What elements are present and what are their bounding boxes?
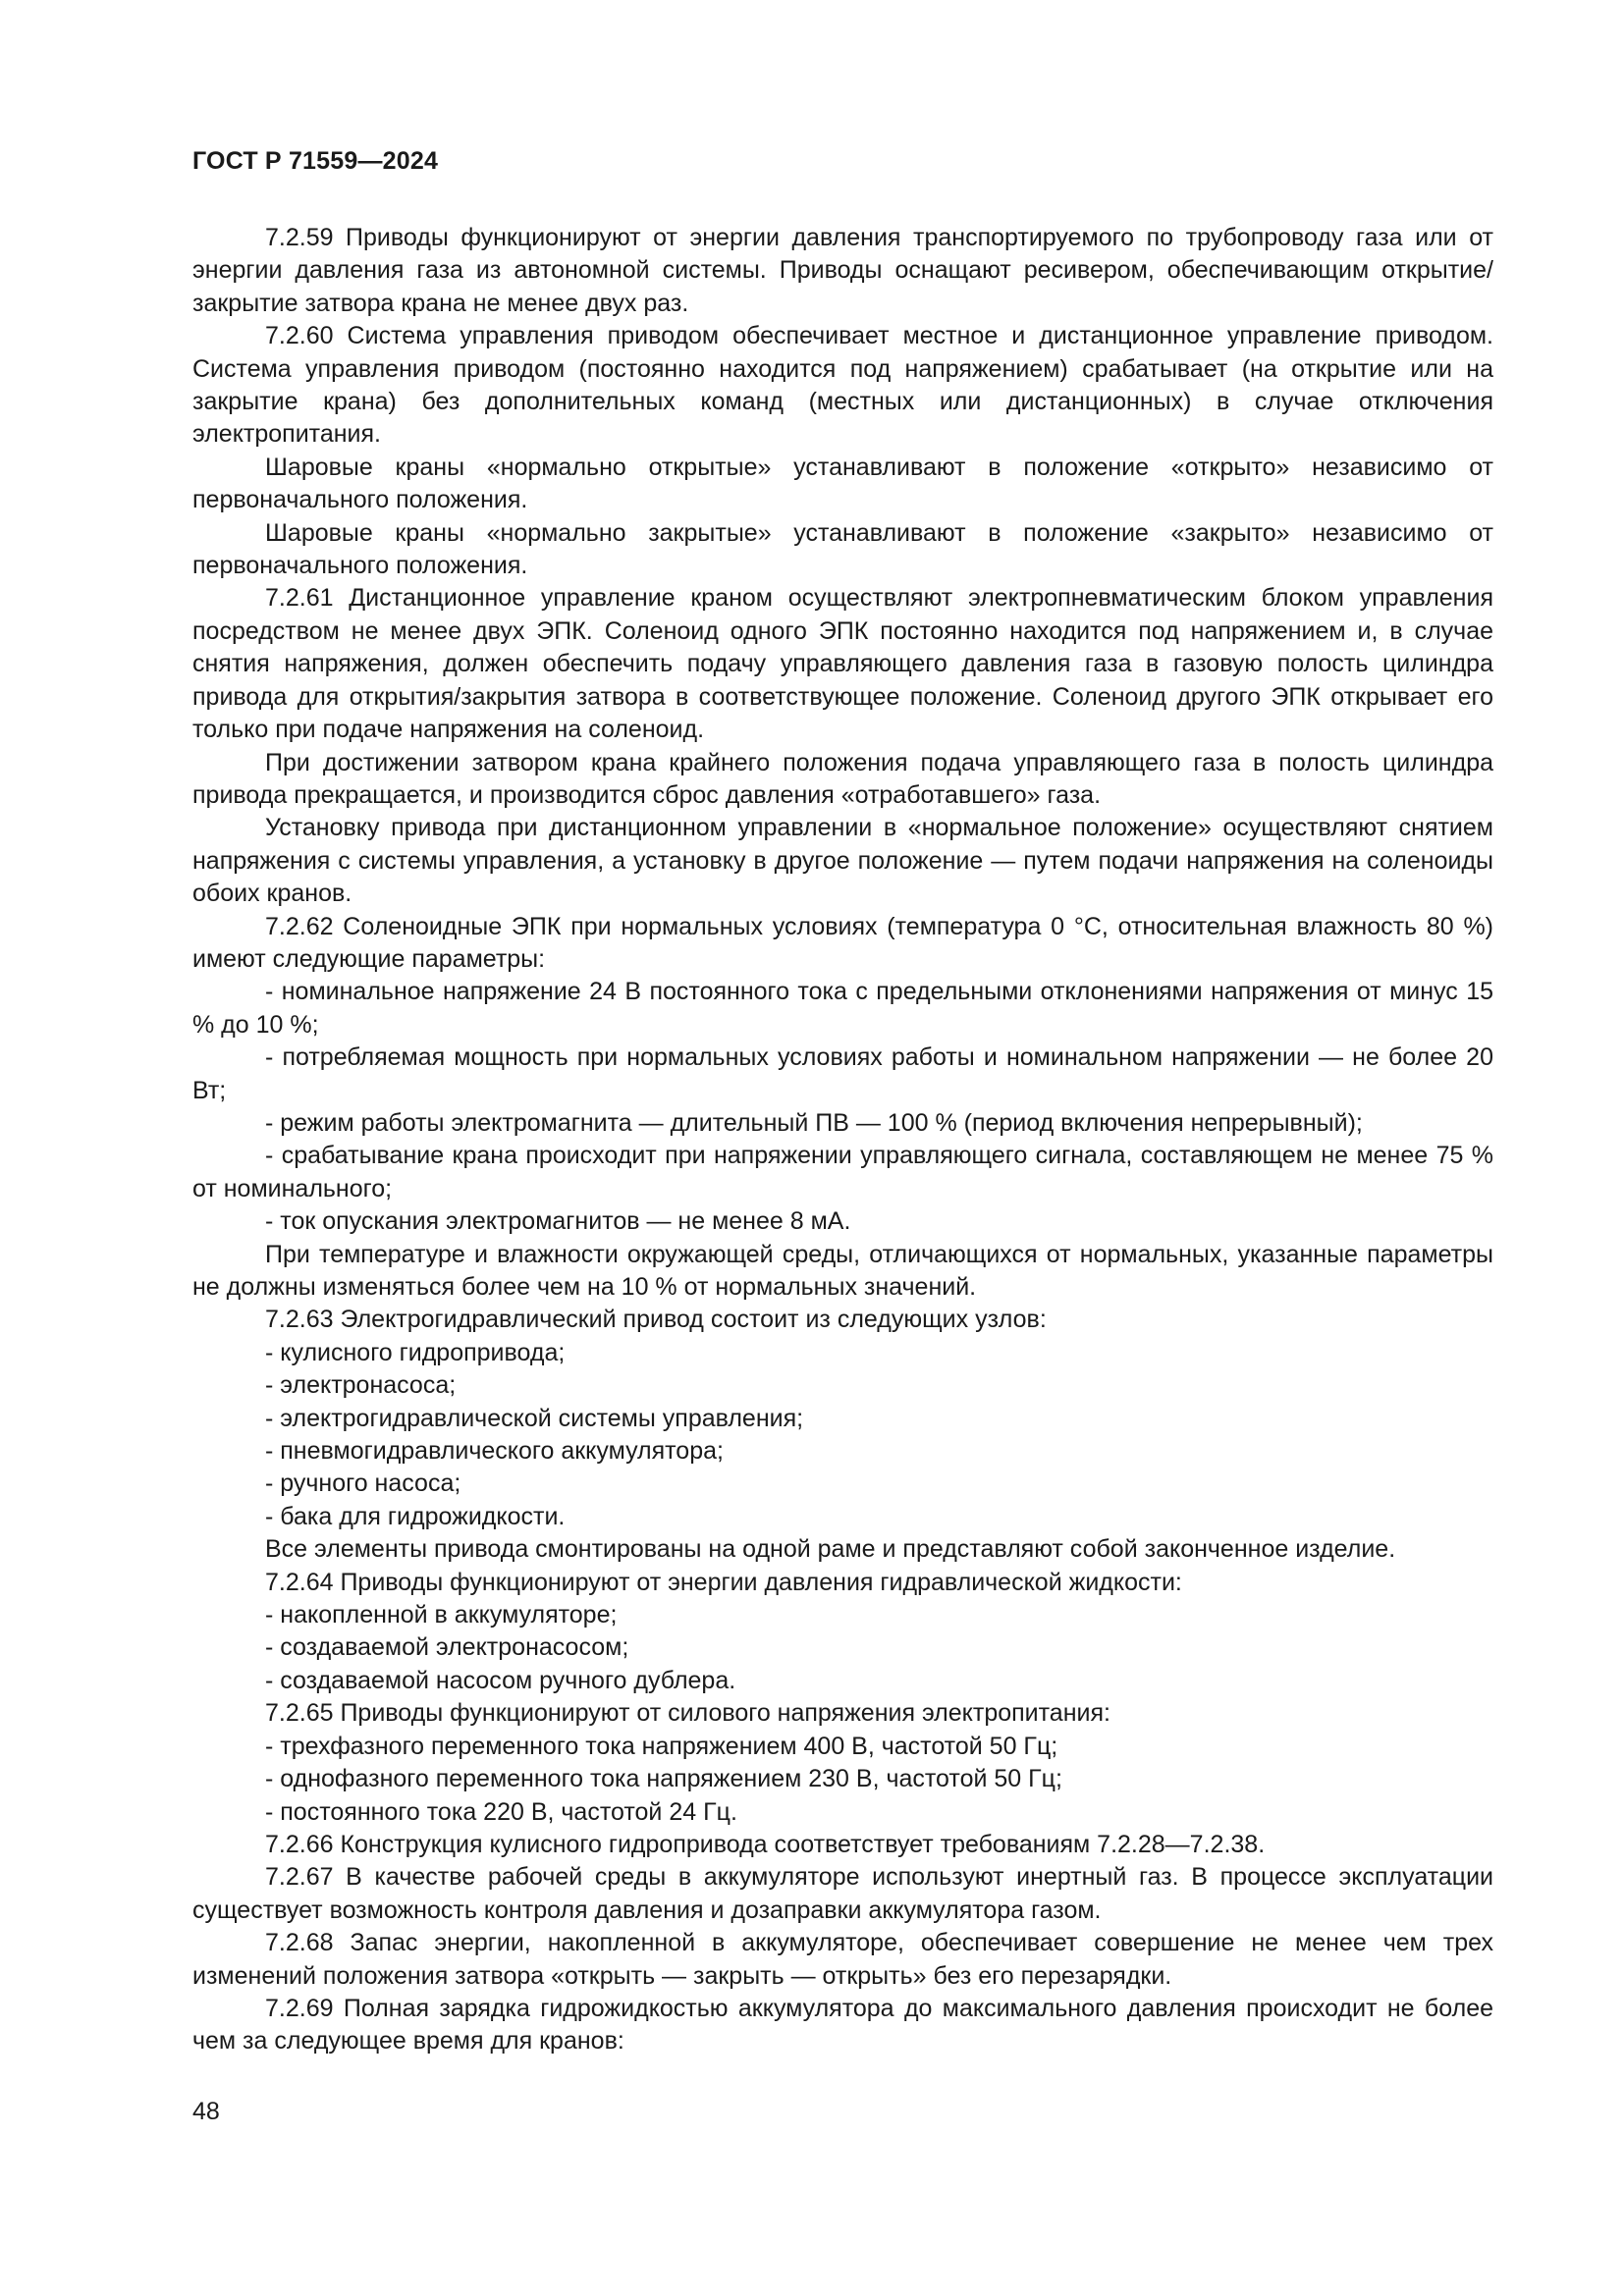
list-item: - электронасоса;	[265, 1371, 457, 1400]
list-item: - режим работы электромагнита — длительный ПВ — 100 % (период включения непрерывный);	[265, 1108, 1363, 1137]
paragraph-7-2-65: 7.2.65 Приводы функционируют от силового напряжения электропитания:	[265, 1699, 1110, 1728]
list-item: - постоянного тока 220 В, частотой 24 Гц.	[265, 1797, 737, 1826]
paragraph-7-2-59: 7.2.59 Приводы функционируют от энергии давления транспортируемого по трубопроводу газа или от энергии давления газа из автономной системы. Приводы оснащают ресивером, обеспечивающим открытие/закрытие затвора крана не менее двух раз.	[192, 224, 1493, 317]
list-item: - трехфазного переменного тока напряжением 400 В, частотой 50 Гц;	[265, 1732, 1058, 1760]
paragraph-7-2-61: 7.2.61 Дистанционное управление краном осуществляют электропневматическим блоком управления посредством не менее двух ЭПК. Соленоид одного ЭПК постоянно находится под напряжением и, в случае снятия напряжения, должен обеспечить подачу управляющего давления газа в газовую полость цилиндра привода для открытия/закрытия затвора в соответствующее положение. Соленоид другого ЭПК открывает его только при подаче напряжения на соленоид.	[192, 584, 1493, 744]
document-body	[192, 222, 1493, 2058]
paragraph: Установку привода при дистанционном управлении в «нормальное положение» осуществляют снятием напряжения с системы управления, а установку в другое положение — путем подачи напряжения на соленоиды обоих кранов.	[192, 814, 1493, 908]
list-item: - бака для гидрожидкости.	[265, 1502, 566, 1530]
paragraph: Все элементы привода смонтированы на одной раме и представляют собой законченное изделие.	[265, 1535, 1396, 1564]
list-item: - однофазного переменного тока напряжением 230 В, частотой 50 Гц;	[265, 1765, 1062, 1793]
paragraph-7-2-62: 7.2.62 Соленоидные ЭПК при нормальных условиях (температура 0 °С, относительная влажность 80 %) имеют следующие параметры:	[192, 912, 1493, 973]
page-number: 48	[192, 2098, 220, 2125]
paragraph: При достижении затвором крана крайнего положения подача управляющего газа в полость цилиндра привода прекращается, и производится сброс давления «отработавшего» газа.	[192, 748, 1493, 809]
paragraph-7-2-63: 7.2.63 Электрогидравлический привод состоит из следующих узлов:	[265, 1306, 1047, 1334]
list-item: - потребляемая мощность при нормальных условиях работы и номинальном напряжении — не более 20 Вт;	[192, 1043, 1493, 1104]
list-item: - создаваемой электронасосом;	[265, 1633, 629, 1662]
paragraph-7-2-69: 7.2.69 Полная зарядка гидрожидкостью аккумулятора до максимального давления происходит не более чем за следующее время для кранов:	[192, 1994, 1493, 2056]
list-item: - электрогидравлической системы управления;	[265, 1404, 804, 1432]
list-item: - кулисного гидропривода;	[265, 1338, 566, 1366]
list-item: - срабатывание крана происходит при напряжении управляющего сигнала, составляющем не менее 75 % от номинального;	[192, 1142, 1493, 1202]
paragraph-7-2-60: 7.2.60 Система управления приводом обеспечивает местное и дистанционное управление приводом. Система управления приводом (постоянно находится под напряжением) срабатывает (на открытие или на закрытие крана) без дополнительных команд (местных или дистанционных) в случае отключения электропитания.	[192, 322, 1493, 449]
paragraph-7-2-66: 7.2.66 Конструкция кулисного гидропривода соответствует требованиям 7.2.28—7.2.38.	[265, 1830, 1266, 1858]
paragraph-7-2-68: 7.2.68 Запас энергии, накопленной в аккумуляторе, обеспечивает совершение не менее чем трех изменений положения затвора «открыть — закрыть — открыть» без его перезарядки.	[192, 1929, 1493, 1990]
paragraph-7-2-67: 7.2.67 В качестве рабочей среды в аккумуляторе используют инертный газ. В процессе эксплуатации существует возможность контроля давления и дозаправки аккумулятора газом.	[192, 1863, 1493, 1924]
list-item: - накопленной в аккумуляторе;	[265, 1601, 618, 1629]
list-item: - номинальное напряжение 24 В постоянного тока с предельными отклонениями напряжения от минус 15 % до 10 %;	[192, 978, 1493, 1039]
paragraph: При температуре и влажности окружающей среды, отличающихся от нормальных, указанные параметры не должны изменяться более чем на 10 % от нормальных значений.	[192, 1240, 1493, 1301]
list-item: - пневмогидравлического аккумулятора;	[265, 1437, 724, 1466]
document-header: ГОСТ Р 71559—2024	[192, 147, 439, 175]
list-item: - ручного насоса;	[265, 1469, 461, 1498]
list-item: - создаваемой насосом ручного дублера.	[265, 1666, 736, 1694]
paragraph: Шаровые краны «нормально закрытые» устанавливают в положение «закрыто» независимо от первоначального положения.	[192, 518, 1493, 580]
list-item: - ток опускания электромагнитов — не менее 8 мА.	[265, 1207, 851, 1236]
paragraph-7-2-64: 7.2.64 Приводы функционируют от энергии давления гидравлической жидкости:	[265, 1568, 1182, 1596]
paragraph: Шаровые краны «нормально открытые» устанавливают в положение «открыто» независимо от первоначального положения.	[192, 453, 1493, 514]
